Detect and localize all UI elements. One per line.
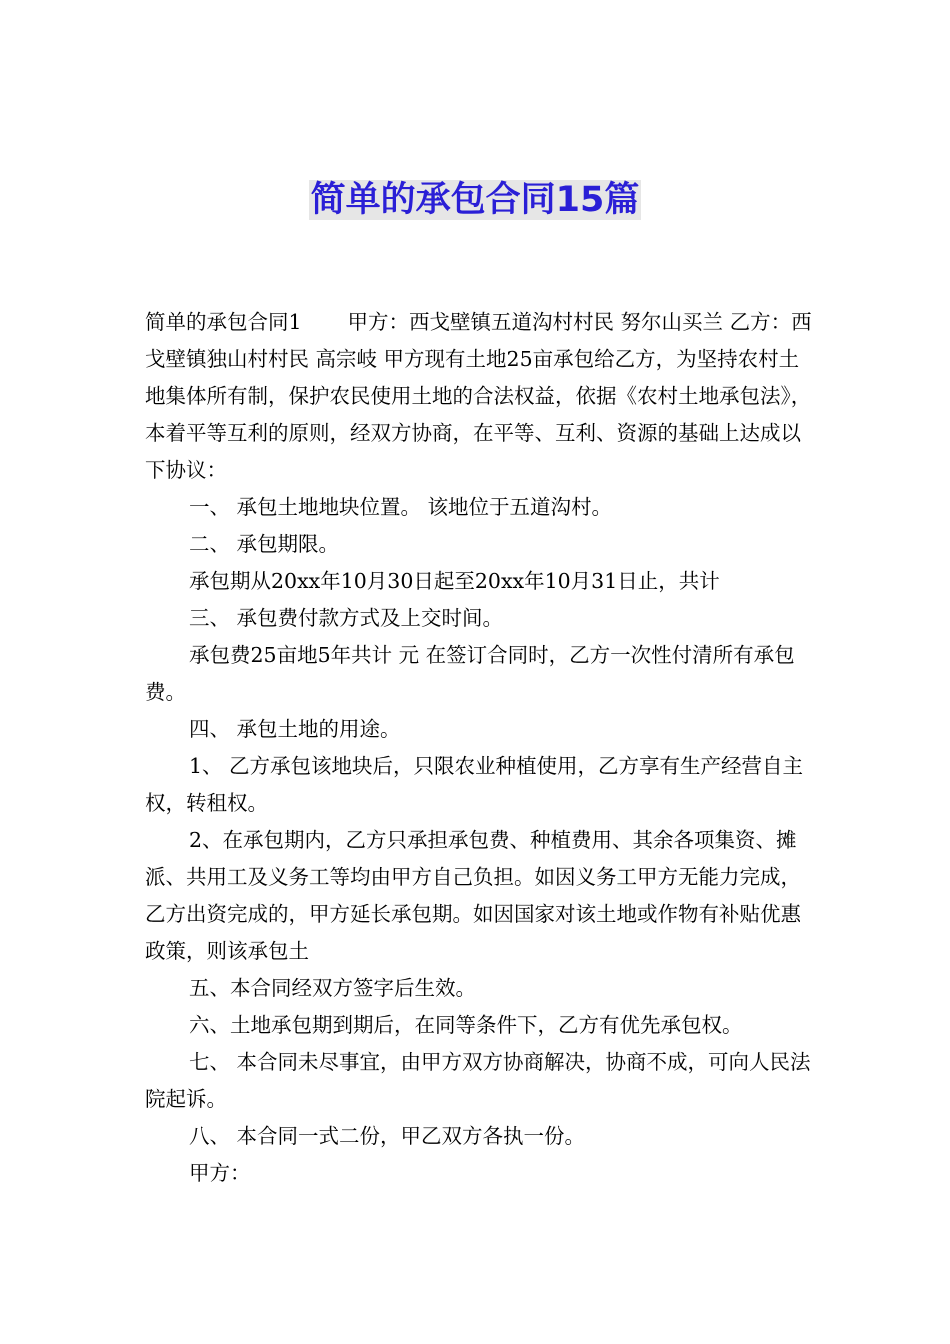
intro-paragraph: [145, 304, 815, 489]
clause-8-copies: 八、 本合同一式二份，甲乙双方各执一份。: [189, 1124, 586, 1148]
clause-2-term: 二、 承包期限。: [189, 532, 340, 556]
payment-detail: 承包费25亩地5年共计 元 在签订合同时，乙方一次性付清所有承包费。: [145, 643, 795, 704]
clause-5-effective: 五、本合同经双方签字后生效。: [189, 976, 476, 1000]
contract-label: 简单的承包合同1: [145, 310, 302, 334]
usage-item-1: 1、 乙方承包该地块后，只限农业种植使用，乙方享有生产经营自主权，转租权。: [145, 754, 804, 815]
document-body: [145, 304, 815, 1192]
document-title-text: 简单的承包合同15篇: [310, 180, 640, 220]
term-detail: 承包期从20xx年10月30日起至20xx年10月31日止，共计: [189, 569, 720, 593]
clause-1-location: 一、 承包土地地块位置。 该地位于五道沟村。: [189, 495, 613, 519]
intro-text: 甲方：西戈壁镇五道沟村村民 努尔山买兰 乙方：西戈壁镇独山村村民 高宗岐 甲方现有土地25亩承包给乙方，为坚持农村土地集体所有制，保护农民使用土地的合法权益，依据《农村土地承包法》，本着平等互利的原则，经双方协商，在平等、互利、资源的基础上达成以下协议：: [145, 310, 812, 482]
clause-3-payment: 三、 承包费付款方式及上交时间。: [189, 606, 504, 630]
document-title: [0, 176, 950, 224]
clause-6-renewal: 六、土地承包期到期后，在同等条件下，乙方有优先承包权。: [189, 1013, 743, 1037]
clause-7-disputes: 七、 本合同未尽事宜，由甲方双方协商解决，协商不成，可向人民法院起诉。: [145, 1050, 811, 1111]
usage-item-2: 2、在承包期内，乙方只承担承包费、种植费用、其余各项集资、摊派、共用工及义务工等均由甲方自己负担。如因义务工甲方无能力完成，乙方出资完成的，甲方延长承包期。如因国家对该土地或作物有补贴优惠政策，则该承包土: [145, 828, 801, 963]
party-a-signature-label: 甲方：: [189, 1161, 251, 1185]
clause-4-usage: 四、 承包土地的用途。: [189, 717, 401, 741]
